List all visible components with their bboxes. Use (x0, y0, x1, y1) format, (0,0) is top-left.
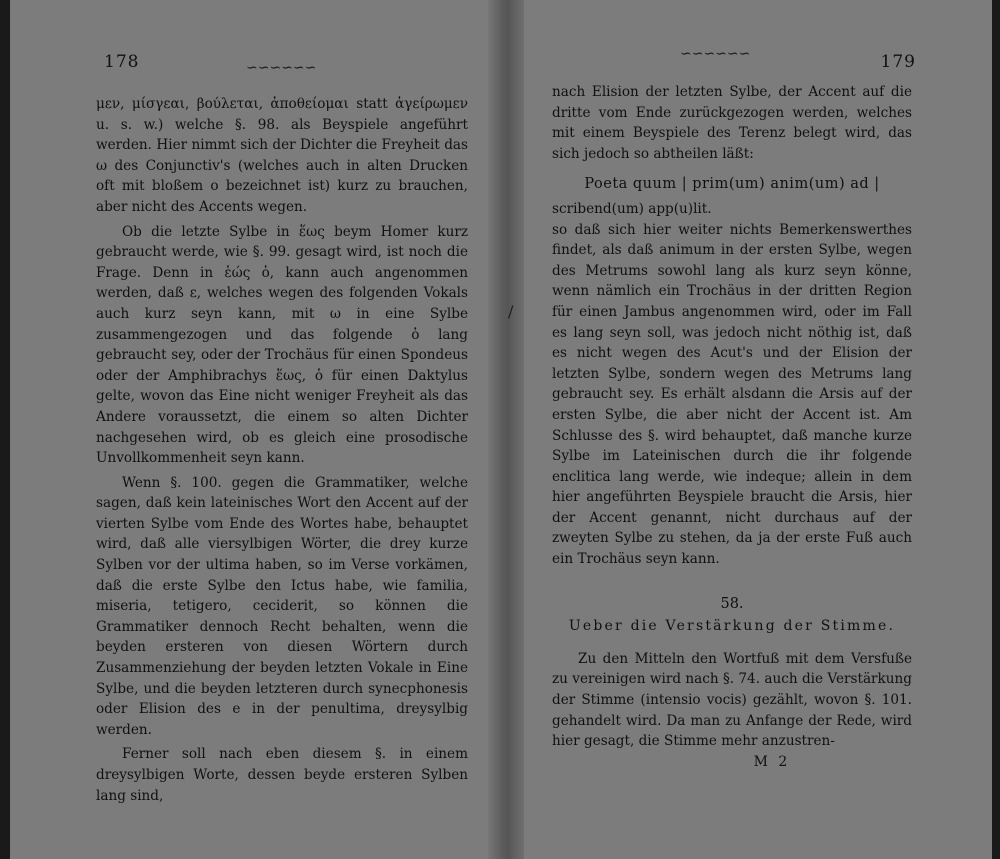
signature-mark: M 2 (753, 753, 791, 770)
right-page-edge (992, 0, 1000, 859)
left-page-edge (0, 0, 10, 859)
paragraph: nach Elision der letzten Sylbe, der Accent auf die dritte vom Ende zurückgezogen werden, welches mit einem Beyspiele des Terenz belegt wird, das sich jedoch so abtheilen läßt: (552, 84, 912, 162)
right-page (552, 0, 916, 859)
page-number: 178 (104, 52, 140, 72)
paragraph: Ferner soll nach eben diesem §. in einem dreysylbigen Worte, dessen beyde ersteren Sylben lang sind, (96, 746, 468, 804)
paragraph: Wenn §. 100. gegen die Grammatiker, welche sagen, daß kein lateinisches Wort den Accent auf der vierten Sylbe vom Ende des Wortes habe, behauptet wird, daß alle viersylbigen Wörter, die drey kurze Sylben vor der ultima haben, so im Verse vorkämen, daß die erste Sylbe den Ictus habe, wie familia, miseria, tetigero, ceciderit, so können die Grammatiker dennoch Recht behalten, wenn die beyden ersteren von diesen Wörtern durch Zusammenziehung der beyden letzten Vokale in Eine Sylbe, und die beyden letzteren durch synecphonesis oder Elision des e in der penultima, dreysylbig werden. (96, 474, 468, 738)
header-ornament: ∽∽∽∽∽∽ (246, 60, 317, 76)
book-gutter (488, 0, 524, 859)
margin-mark: / (508, 302, 514, 321)
right-page-text (552, 82, 912, 772)
page-number: 179 (880, 52, 916, 72)
verse-continuation: scribend(um) app(u)lit. (552, 200, 712, 217)
paragraph: μεν, μίσγεαι, βούλεται, ἀποθείομαι statt ἀγείρωμεν u. s. w.) welche §. 98. als Beyspiele angeführt werden. Hier nimmt sich der Dichter die Freyheit das ω des Conjunctiv's (welches auch in alten Drucken oft mit bloßem ο bezeichnet ist) kurz zu brauchen, aber nicht des Accents wegen. (96, 96, 468, 215)
paragraph: Ob die letzte Sylbe in ἕως beym Homer kurz gebraucht werde, wie §. 99. gesagt wird, ist noch die Frage. Denn in ἑώς ὁ, kann auch angenommen werden, daß ε, welches wegen des folgenden Vokals auch kurz seyn kann, mit ω in eine Sylbe zusammengezogen und das folgende ὁ lang gebraucht sey, oder der Trochäus für einen Spondeus oder der Amphibrachys ἕως, ὁ für einen Daktylus gelte, wovon das Eine nicht weniger Freyheit als das Andere voraussetzt, die einem so alten Dichter nachgesehen wird, ob es gleich eine prosodische Unvollkommenheit seyn kann. (96, 223, 468, 467)
header-ornament: ∽∽∽∽∽∽ (680, 46, 751, 62)
paragraph: so daß sich hier weiter nichts Bemerkenswerthes findet, als daß animum in der ersten Sylbe, wegen des Metrums sowohl lang als kurz seyn könne, wenn nämlich ein Trochäus in der dritten Region für einen Jambus angenommen wird, oder im Fall es lang seyn soll, was jedoch nicht nöthig ist, daß es nicht wegen des Acut's und der Elision der letzten Sylbe, sondern wegen des Metrums lang gebraucht sey. Es erhält alsdann die Arsis auf der ersten Sylbe, die aber nicht der Accent ist. Am Schlusse des §. wird behauptet, daß manche kurze Sylbe im Lateinischen durch die ihr folgende enclitica lang werde, wie indeque; allein in dem hier angeführten Beyspiele braucht die Arsis, hier der Accent genannt, nicht durchaus auf der zweyten Sylbe zu stehen, da ja der erste Fuß auch ein Trochäus seyn kann. (552, 221, 912, 568)
section-title: Ueber die Verstärkung der Stimme. (568, 618, 896, 635)
section-number: 58. (720, 595, 744, 612)
left-page-text (96, 94, 468, 806)
verse-quotation: Poeta quum | prim(um) anim(um) ad | (584, 176, 880, 193)
paragraph: Zu den Mitteln den Wortfuß mit dem Versfuße zu vereinigen wird nach §. 74. auch die Verstärkung der Stimme (intensio vocis) gezählt, wovon §. 101. gehandelt wird. Da man zu Anfange der Rede, wird hier gesagt, die Stimme mehr anzustren- (552, 650, 912, 750)
left-page (96, 0, 468, 859)
